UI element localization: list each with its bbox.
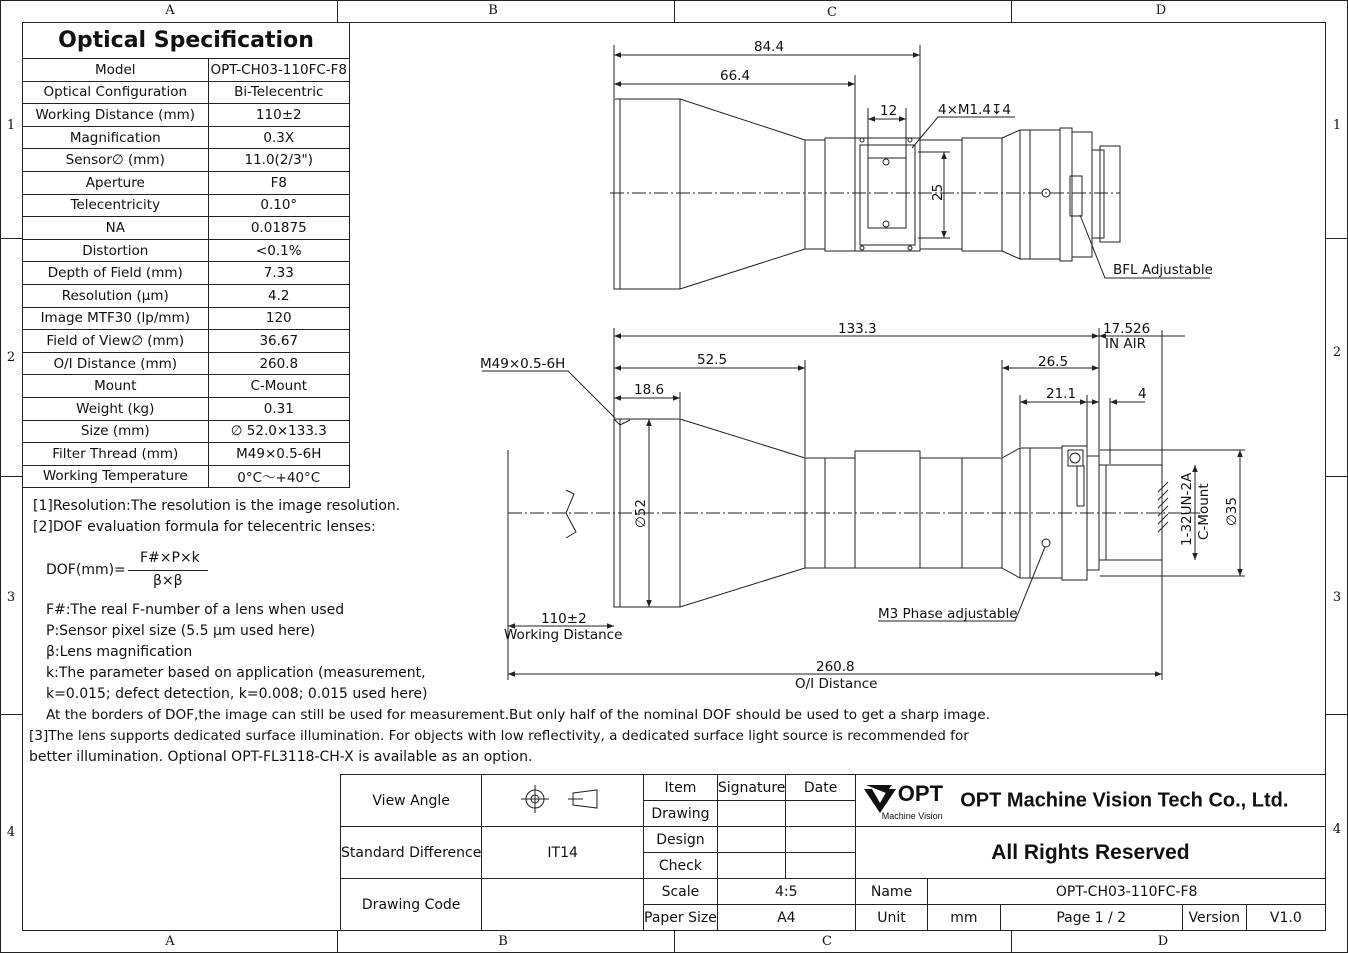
spec-value: ∅ 52.0×133.3 <box>208 420 349 443</box>
spec-value: 36.67 <box>208 330 349 353</box>
m3-callout: M3 Phase adjustable <box>878 606 1018 622</box>
first-angle-projection-icon <box>513 784 613 814</box>
drawing-signature <box>717 801 786 827</box>
zone-row-3-right: 3 <box>1332 590 1342 605</box>
version-label: Version <box>1182 905 1246 931</box>
rights-text: All Rights Reserved <box>855 827 1325 879</box>
note-f6: At the borders of DOF,the image can still be used for measurement.But only half of the nominal DOF should be used to get a sharp image. <box>46 707 990 723</box>
spec-label: Filter Thread (mm) <box>23 443 209 466</box>
unit-value: mm <box>928 905 1000 931</box>
spec-value: 4.2 <box>208 284 349 307</box>
spec-value: 260.8 <box>208 352 349 375</box>
spec-value: 0.01875 <box>208 217 349 240</box>
in-air-label: IN AIR <box>1105 336 1146 352</box>
zone-row-1-left: 1 <box>6 118 16 133</box>
page-value: Page 1 / 2 <box>1000 905 1182 931</box>
note-1: [1]Resolution:The resolution is the image resolution. <box>33 498 401 514</box>
spec-label: NA <box>23 217 209 240</box>
spec-label: Model <box>23 59 209 82</box>
scale-label: Scale <box>644 879 718 905</box>
design-label: Design <box>644 827 718 853</box>
spec-value: 0.3X <box>208 126 349 149</box>
zone-row-4-left: 4 <box>6 825 16 840</box>
zone-col-a-bottom: A <box>165 934 175 949</box>
view-angle-label: View Angle <box>341 775 482 827</box>
mount-hatch <box>1158 482 1168 532</box>
zone-row-4-right: 4 <box>1332 822 1342 837</box>
wd-value: 110±2 <box>541 611 587 627</box>
spec-label: O/I Distance (mm) <box>23 352 209 375</box>
dia-35: ∅35 <box>1224 497 1240 526</box>
zone-col-d-bottom: D <box>1157 934 1169 949</box>
note-f3: β:Lens magnification <box>46 644 193 660</box>
version-value: V1.0 <box>1246 905 1325 931</box>
formula-lhs: DOF(mm)= <box>46 562 126 578</box>
company-name: OPT Machine Vision Tech Co., Ltd. <box>960 789 1289 811</box>
dim-66-4: 66.4 <box>720 68 751 84</box>
drawing-code-value <box>482 879 644 931</box>
logo <box>860 779 956 823</box>
title-block <box>340 774 1326 931</box>
spec-label: Aperture <box>23 171 209 194</box>
name-label: Name <box>855 879 928 905</box>
spec-label: Distortion <box>23 239 209 262</box>
dim-84-4: 84.4 <box>754 39 785 55</box>
name-value: OPT-CH03-110FC-F8 <box>928 879 1326 905</box>
spec-value: 110±2 <box>208 104 349 127</box>
spec-label: Magnification <box>23 126 209 149</box>
note-f1: F#:The real F-number of a lens when used <box>46 602 345 618</box>
note-3a: [3]The lens supports dedicated surface illumination. For objects with low reflectivity, a dedicated surface light source is recommended for <box>29 728 969 744</box>
oi-value: 260.8 <box>816 659 855 675</box>
top-dimensions <box>614 45 1210 278</box>
design-signature <box>717 827 786 853</box>
spec-title: Optical Specification <box>23 23 350 59</box>
spec-label: Working Temperature <box>23 465 209 488</box>
dim-133-3: 133.3 <box>838 321 877 337</box>
bfl-label: BFL Adjustable <box>1113 262 1213 278</box>
check-signature <box>717 853 786 879</box>
spec-label: Mount <box>23 375 209 398</box>
drawing-code-label: Drawing Code <box>341 879 482 931</box>
dim-26-5: 26.5 <box>1038 354 1069 370</box>
dia-52: ∅52 <box>633 499 649 528</box>
formula-numerator: F#×P×k <box>140 550 200 566</box>
zone-col-b-top: B <box>488 3 498 18</box>
thread-callout: M49×0.5-6H <box>480 356 566 372</box>
spec-label: Telecentricity <box>23 194 209 217</box>
zone-row-2-left: 2 <box>6 350 16 365</box>
spec-value: 120 <box>208 307 349 330</box>
company-cell <box>855 775 1325 827</box>
dim-21-1: 21.1 <box>1046 386 1077 402</box>
spec-label: Working Distance (mm) <box>23 104 209 127</box>
spec-label: Resolution (µm) <box>23 284 209 307</box>
spec-value: OPT-CH03-110FC-F8 <box>208 59 349 82</box>
item-header: Item <box>644 775 718 801</box>
drawing-date <box>786 801 855 827</box>
dim-52-5: 52.5 <box>697 352 728 368</box>
zone-row-1-right: 1 <box>1332 118 1342 133</box>
spec-label: Optical Configuration <box>23 81 209 104</box>
spec-value: F8 <box>208 171 349 194</box>
zone-row-3-left: 3 <box>6 590 16 605</box>
cmount-label: C-Mount <box>1196 483 1212 540</box>
paper-label: Paper Size <box>644 905 718 931</box>
object-plane-break <box>566 490 576 538</box>
unit-label: Unit <box>855 905 928 931</box>
spec-label: Size (mm) <box>23 420 209 443</box>
note-3b: better illumination. Optional OPT-FL3118-CH-X is available as an option. <box>29 749 533 765</box>
design-date <box>786 827 855 853</box>
zone-col-a-top: A <box>165 3 175 18</box>
dim-25: 25 <box>930 183 946 201</box>
screw-callout: 4×M1.4↧4 <box>938 102 1011 118</box>
oi-label: O/I Distance <box>795 676 878 692</box>
note-f2: P:Sensor pixel size (5.5 µm used here) <box>46 623 316 639</box>
spec-value: M49×0.5-6H <box>208 443 349 466</box>
paper-value: A4 <box>717 905 855 931</box>
spec-label: Image MTF30 (lp/mm) <box>23 307 209 330</box>
spec-label: Weight (kg) <box>23 397 209 420</box>
zone-col-d-top: D <box>1155 3 1167 18</box>
std-diff-label: Standard Difference <box>341 827 482 879</box>
top-view-lens <box>614 99 1120 289</box>
drawing-label: Drawing <box>644 801 718 827</box>
spec-value: <0.1% <box>208 239 349 262</box>
thread-spec: 1-32UN-2A <box>1179 472 1195 546</box>
note-2: [2]DOF evaluation formula for telecentric lenses: <box>33 519 376 535</box>
spec-value: Bi-Telecentric <box>208 81 349 104</box>
spec-label: Field of View∅ (mm) <box>23 330 209 353</box>
spec-value: 0°C～+40°C <box>208 465 349 488</box>
note-f4: k:The parameter based on application (measurement, <box>46 665 426 681</box>
spec-value: 0.31 <box>208 397 349 420</box>
note-f5: k=0.015; defect detection, k=0.008; 0.015 used here) <box>46 686 428 702</box>
spec-label: Depth of Field (mm) <box>23 262 209 285</box>
formula-denominator: β×β <box>153 573 183 589</box>
zone-row-2-right: 2 <box>1332 345 1342 360</box>
spec-value: 11.0(2/3") <box>208 149 349 172</box>
spec-value: C-Mount <box>208 375 349 398</box>
scale-value: 4:5 <box>717 879 855 905</box>
signature-header: Signature <box>717 775 786 801</box>
dim-12: 12 <box>880 103 898 119</box>
logo-subtext: Machine Vision <box>881 810 943 821</box>
dim-17-526: 17.526 <box>1103 321 1151 337</box>
check-label: Check <box>644 853 718 879</box>
zone-col-c-top: C <box>827 5 837 20</box>
std-diff-value: IT14 <box>482 827 644 879</box>
zone-col-b-bottom: B <box>498 934 508 949</box>
date-header: Date <box>786 775 855 801</box>
spec-value: 7.33 <box>208 262 349 285</box>
wd-label: Working Distance <box>504 627 623 643</box>
check-date <box>786 853 855 879</box>
logo-text: OPT <box>897 780 944 806</box>
dim-18-6: 18.6 <box>634 382 665 398</box>
spec-value: 0.10° <box>208 194 349 217</box>
zone-col-c-bottom: C <box>822 934 832 949</box>
projection-symbol <box>482 775 644 827</box>
spec-label: Sensor∅ (mm) <box>23 149 209 172</box>
dim-4: 4 <box>1138 386 1147 402</box>
